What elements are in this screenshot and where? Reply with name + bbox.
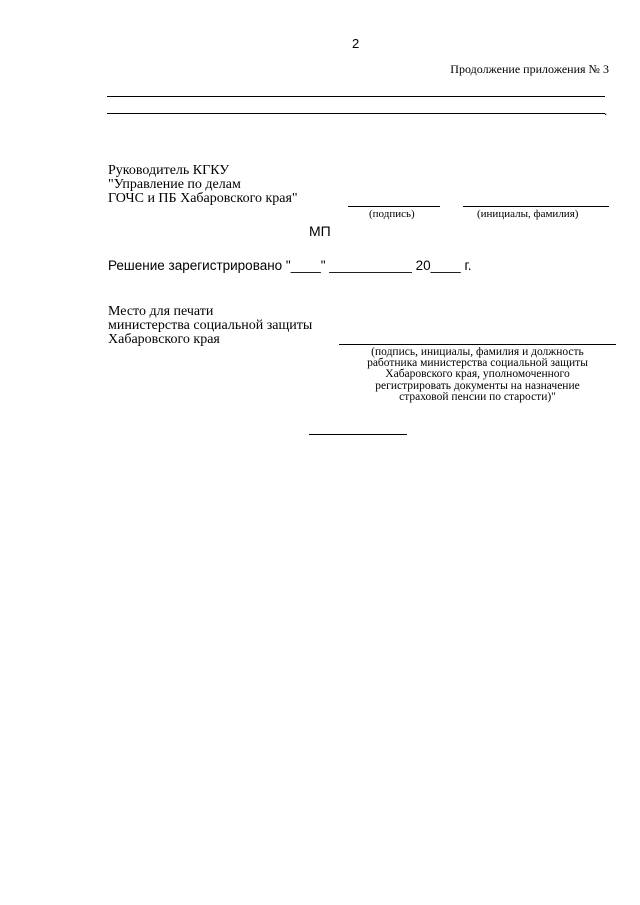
official-caption-block xyxy=(339,347,616,403)
blank-line xyxy=(107,96,605,97)
stamp-place-block xyxy=(108,305,312,347)
official-caption-line: (подпись, инициалы, фамилия и должность xyxy=(371,346,584,358)
appendix-note: Продолжение приложения № 3 xyxy=(450,62,609,76)
head-title-block xyxy=(108,164,298,206)
blank-line xyxy=(107,113,605,114)
official-caption-line: Хабаровского края, уполномоченного xyxy=(385,368,570,381)
line-end-dot: . xyxy=(604,103,608,118)
signature-caption: (подпись) xyxy=(369,208,415,220)
page-number: 2 xyxy=(352,36,360,51)
head-title-line: "Управление по делам xyxy=(108,177,241,192)
stamp-place-line: министерства социальной защиты xyxy=(108,318,313,333)
official-caption-line: страховой пенсии по старости)" xyxy=(399,390,556,403)
official-caption-line: регистрировать документы на назначение xyxy=(375,379,580,392)
official-caption-line: работника министерства социальной защиты xyxy=(367,357,588,370)
closing-line xyxy=(309,434,407,435)
head-title-line: Руководитель КГКУ xyxy=(108,163,230,178)
registration-text: Решение зарегистрировано "____" ___________ 20____ г. xyxy=(108,258,472,273)
official-signature-line xyxy=(339,344,616,345)
signature-line xyxy=(348,206,440,207)
stamp-place-line: Место для печати xyxy=(108,304,214,319)
stamp-place-line: Хабаровского края xyxy=(108,332,220,347)
name-caption: (инициалы, фамилия) xyxy=(477,208,579,220)
stamp-label: МП xyxy=(309,223,331,239)
name-line xyxy=(463,206,609,207)
head-title-line: ГОЧС и ПБ Хабаровского края" xyxy=(108,191,298,206)
